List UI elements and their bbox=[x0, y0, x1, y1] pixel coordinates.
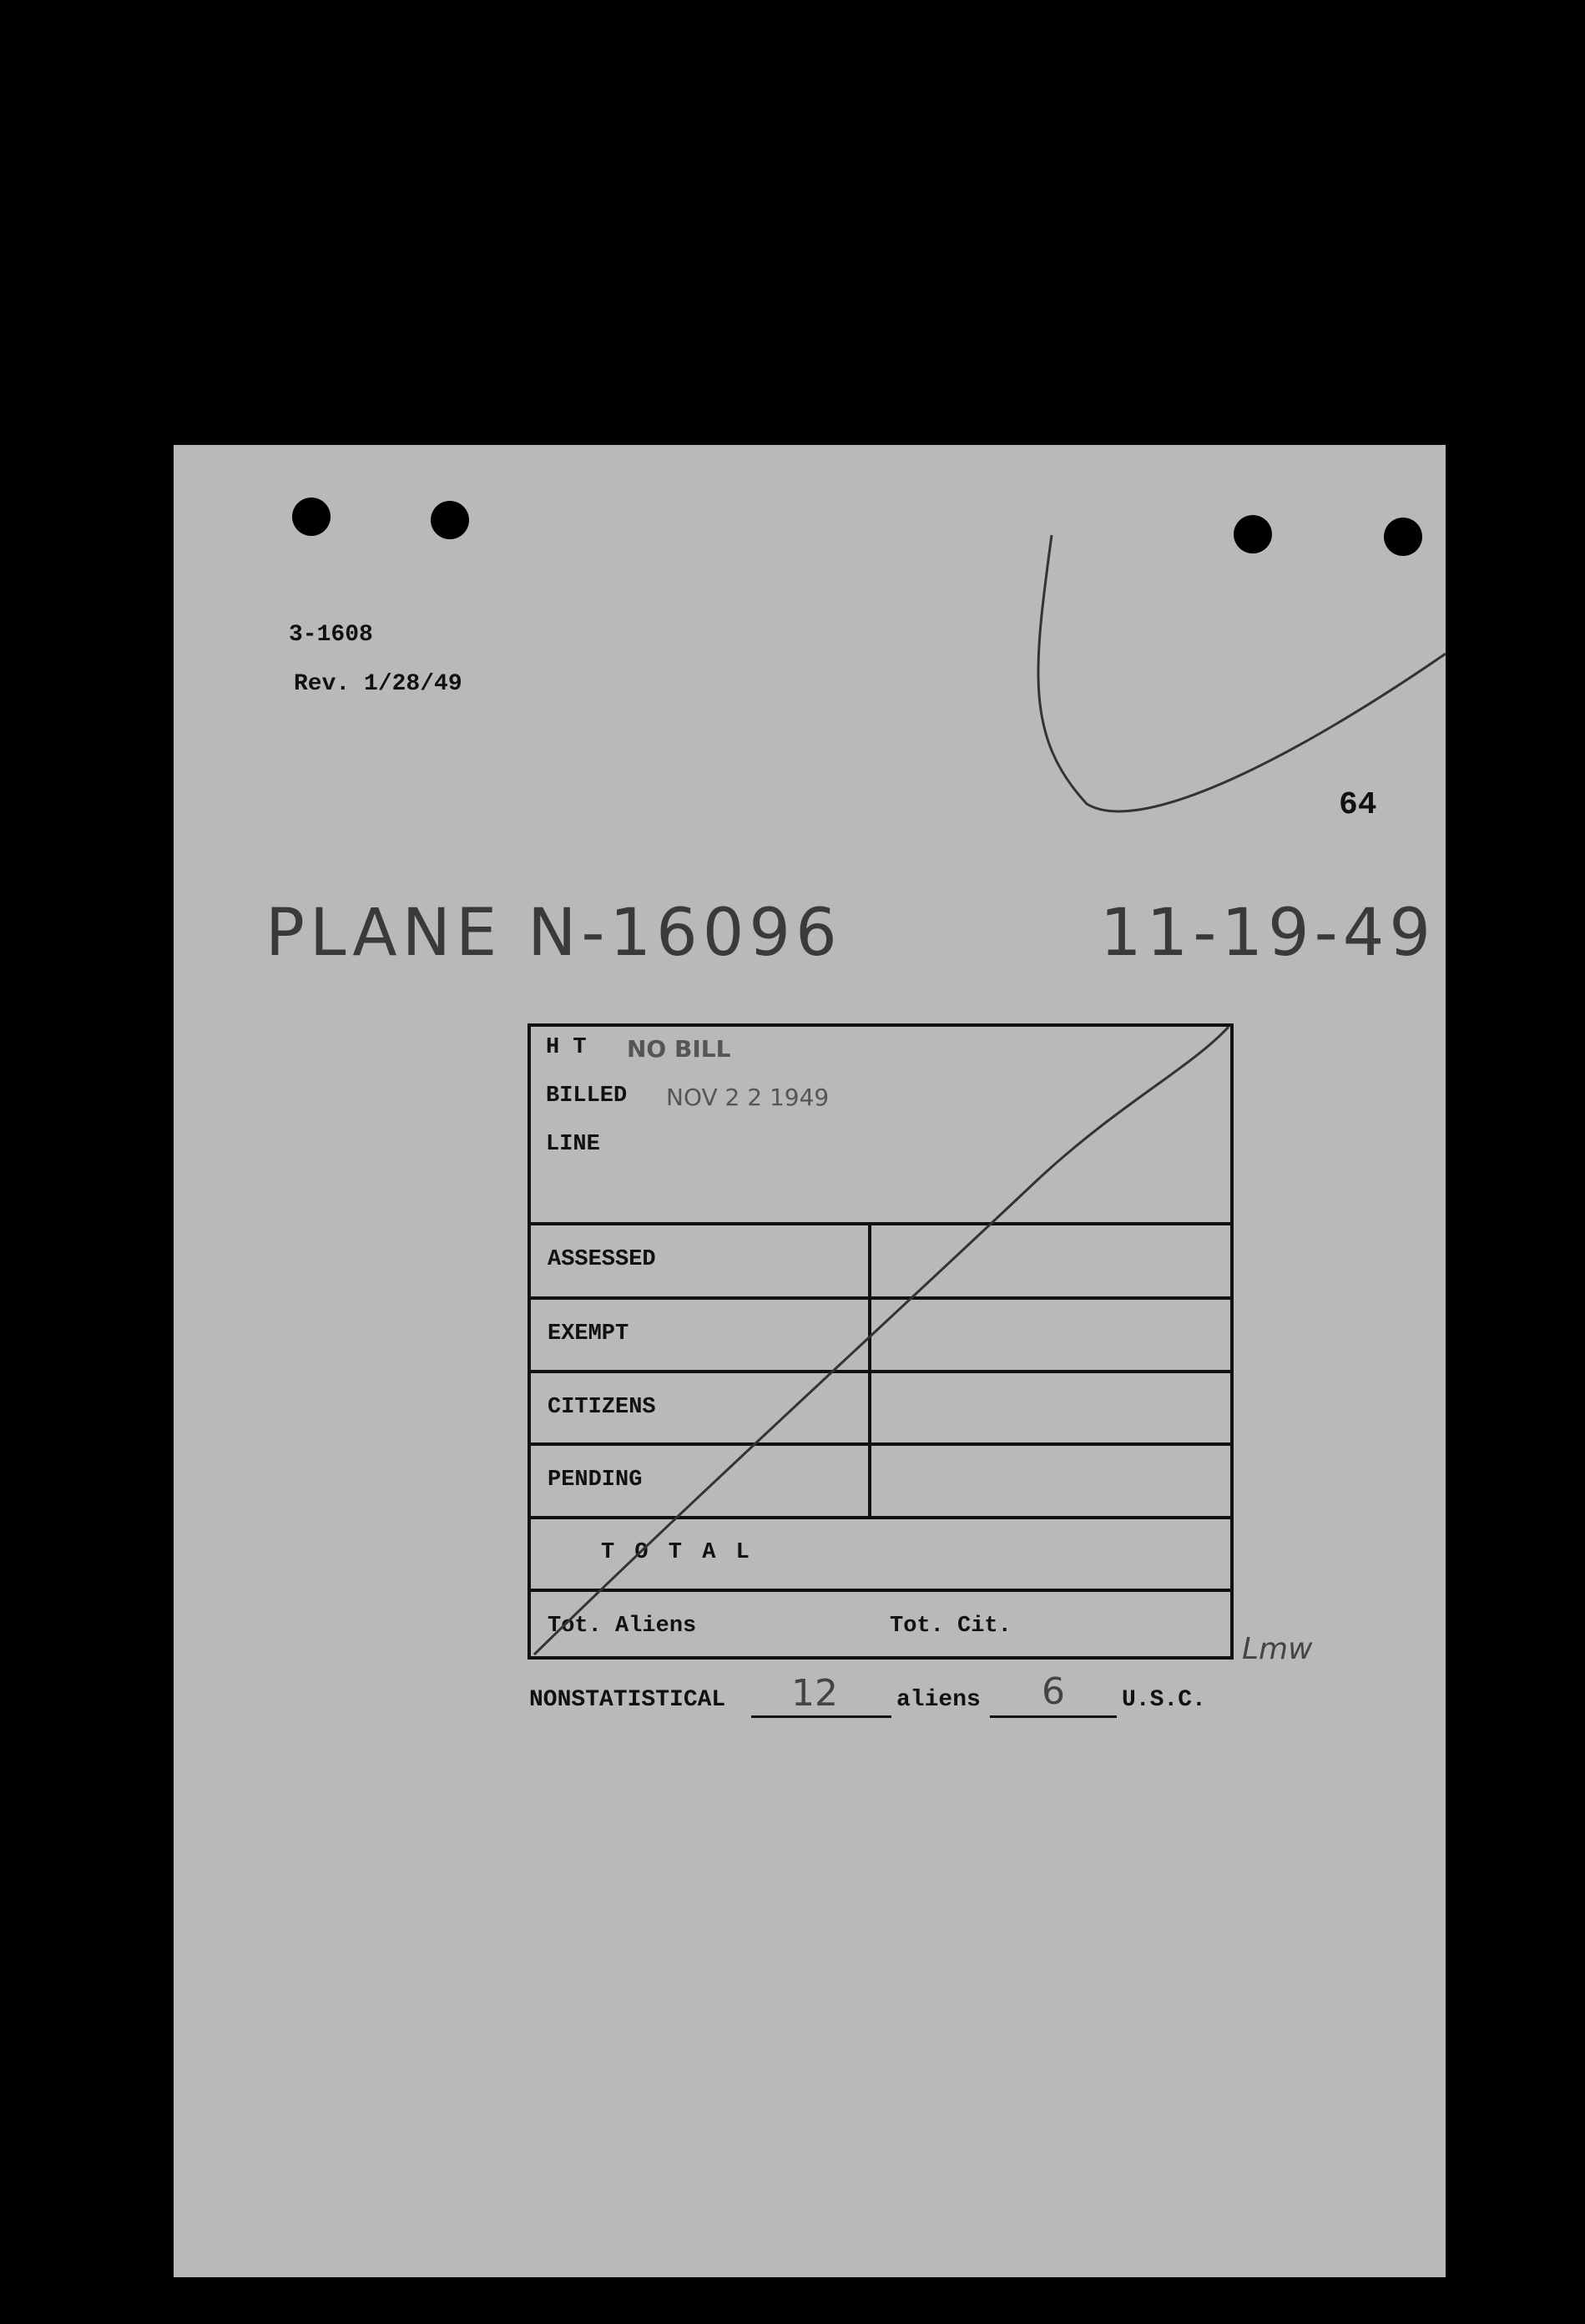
assessed-label: ASSESSED bbox=[548, 1247, 656, 1272]
nonstatistical-label: NONSTATISTICAL bbox=[529, 1687, 726, 1713]
no-bill-stamp: NO BILL bbox=[627, 1035, 731, 1063]
citizens-label: CITIZENS bbox=[548, 1395, 656, 1420]
diagonal-cancel-line bbox=[531, 1027, 1237, 1663]
handwritten-plane: PLANE N-16096 bbox=[265, 896, 842, 971]
total-label: T O T A L bbox=[601, 1540, 753, 1565]
usc-value: 6 bbox=[1042, 1670, 1065, 1713]
ht-label: H T bbox=[546, 1035, 587, 1060]
billed-date-stamp: NOV 2 2 1949 bbox=[666, 1084, 830, 1111]
aliens-value: 12 bbox=[791, 1672, 838, 1715]
handwritten-initials: Lmw bbox=[1242, 1632, 1313, 1666]
document-page bbox=[174, 445, 1446, 2277]
billed-label: BILLED bbox=[546, 1084, 628, 1109]
pending-label: PENDING bbox=[548, 1468, 643, 1493]
tot-aliens-label: Tot. Aliens bbox=[548, 1614, 697, 1639]
aliens-label: aliens bbox=[896, 1687, 981, 1713]
exempt-label: EXEMPT bbox=[548, 1321, 629, 1346]
tot-cit-label: Tot. Cit. bbox=[890, 1614, 1012, 1639]
line-label: LINE bbox=[546, 1132, 600, 1157]
form-revision: Rev. 1/28/49 bbox=[294, 671, 462, 697]
billing-form-box bbox=[527, 1023, 1234, 1660]
page-number: 64 bbox=[1339, 787, 1377, 823]
handwritten-date: 11-19-49 bbox=[1100, 896, 1436, 971]
form-number: 3-1608 bbox=[289, 622, 373, 648]
usc-label: U.S.C. bbox=[1122, 1687, 1206, 1713]
